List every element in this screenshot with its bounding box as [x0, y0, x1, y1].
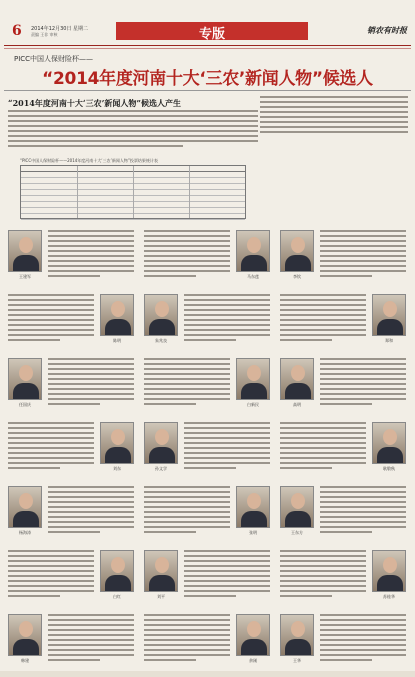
candidate-card: [144, 292, 272, 352]
masthead: [6, 22, 409, 44]
sponsor-kicker: PICC中国人保财险杯——: [14, 55, 94, 63]
subhead: “2014年度河南十大‘三农’新闻人物”候选人产生: [8, 98, 182, 108]
candidate-name: 苏桂华: [383, 594, 395, 599]
vote-table: [20, 165, 246, 219]
candidate-card: [280, 228, 408, 288]
section-title: 专版: [198, 27, 225, 42]
candidate-photo: [280, 614, 314, 656]
candidate-photo: [236, 358, 270, 400]
page-number: 6: [12, 23, 22, 39]
candidate-bio-text: [144, 230, 230, 280]
intro-text-block: [8, 110, 258, 160]
candidate-photo: [236, 614, 270, 656]
candidate-bio-text: [8, 550, 94, 600]
candidate-card: [144, 612, 272, 672]
candidate-name: 王建军: [19, 274, 31, 279]
candidate-name: 白红: [113, 594, 121, 599]
candidate-bio-text: [184, 550, 270, 600]
headline: “2014年度河南十大‘三农’新闻人物”候选人: [42, 69, 373, 89]
candidate-bio-text: [48, 614, 134, 664]
vote-table-caption: “PICC中国人保财险杯——2014年度河南十大‘三农’新闻人物”投票结果统计表: [20, 158, 158, 163]
date-line: 2014年12月30日 星期二: [31, 26, 89, 32]
candidate-card: [144, 228, 272, 288]
candidate-name: 李钦: [293, 274, 301, 279]
candidate-bio-text: [8, 294, 94, 344]
candidate-card: [8, 548, 136, 608]
candidate-card: [144, 484, 272, 544]
candidate-photo: [100, 550, 134, 592]
candidate-name: 刘平: [157, 594, 165, 599]
candidate-bio-text: [184, 422, 270, 472]
intro-right-column: [260, 96, 408, 224]
candidate-card: [280, 292, 408, 352]
candidate-photo: [100, 294, 134, 336]
candidate-card: [144, 356, 272, 416]
candidate-photo: [144, 294, 178, 336]
candidate-card: [280, 484, 408, 544]
candidate-bio-text: [280, 294, 366, 344]
candidate-card: [280, 356, 408, 416]
candidate-name: 王东方: [291, 530, 303, 535]
headline-rule: [4, 90, 411, 91]
candidate-bio-text: [320, 614, 406, 664]
candidate-photo: [8, 230, 42, 272]
candidate-photo: [372, 422, 406, 464]
candidate-name: 白新民: [247, 402, 259, 407]
candidate-card: [8, 420, 136, 480]
top-rule: [4, 45, 411, 46]
candidate-photo: [144, 550, 178, 592]
candidate-card: [8, 228, 136, 288]
candidate-photo: [100, 422, 134, 464]
candidate-photo: [280, 486, 314, 528]
candidate-name: 高明: [293, 402, 301, 407]
candidate-name: 张明: [249, 530, 257, 535]
candidate-card: [280, 612, 408, 672]
candidate-name: 韩建: [21, 658, 29, 663]
candidate-name: 余刚: [249, 658, 257, 663]
candidate-bio-text: [280, 422, 366, 472]
candidate-bio-text: [144, 486, 230, 536]
candidate-bio-text: [184, 294, 270, 344]
newspaper-brand: 销农有时报: [367, 25, 407, 35]
candidate-photo: [236, 486, 270, 528]
candidate-bio-text: [320, 486, 406, 536]
candidate-bio-text: [48, 230, 134, 280]
candidate-photo: [372, 294, 406, 336]
candidate-photo: [8, 614, 42, 656]
candidate-bio-text: [144, 614, 230, 664]
candidate-name: 耿敬秋: [383, 466, 395, 471]
candidate-bio-text: [48, 358, 134, 408]
candidate-card: [280, 420, 408, 480]
candidate-photo: [144, 422, 178, 464]
candidate-name: 郑和: [385, 338, 393, 343]
candidate-card: [8, 612, 136, 672]
candidate-name: 马东莲: [247, 274, 259, 279]
editor-line: 责编 王非 审核: [31, 32, 58, 37]
candidate-bio-text: [320, 230, 406, 280]
top-rule-thin: [4, 48, 411, 49]
candidate-photo: [280, 230, 314, 272]
candidate-bio-text: [8, 422, 94, 472]
candidate-bio-text: [280, 550, 366, 600]
candidate-card: [144, 420, 272, 480]
candidate-name: 陈明: [113, 338, 121, 343]
candidate-name: 杨海涛: [19, 530, 31, 535]
candidate-bio-text: [144, 358, 230, 408]
candidate-photo: [280, 358, 314, 400]
page-footer: [0, 671, 415, 677]
candidate-photo: [372, 550, 406, 592]
candidate-name: 任国庆: [19, 402, 31, 407]
candidate-photo: [8, 486, 42, 528]
candidate-card: [8, 484, 136, 544]
candidate-name: 王华: [293, 658, 301, 663]
candidate-name: 孙文学: [155, 466, 167, 471]
section-band: [116, 22, 308, 40]
candidate-photo: [236, 230, 270, 272]
candidate-card: [144, 548, 272, 608]
candidate-card: [280, 548, 408, 608]
candidate-card: [8, 292, 136, 352]
candidate-bio-text: [48, 486, 134, 536]
candidate-bio-text: [320, 358, 406, 408]
candidate-photo: [8, 358, 42, 400]
candidate-card: [8, 356, 136, 416]
candidate-name: 刘东: [113, 466, 121, 471]
candidate-name: 朱兆良: [155, 338, 167, 343]
